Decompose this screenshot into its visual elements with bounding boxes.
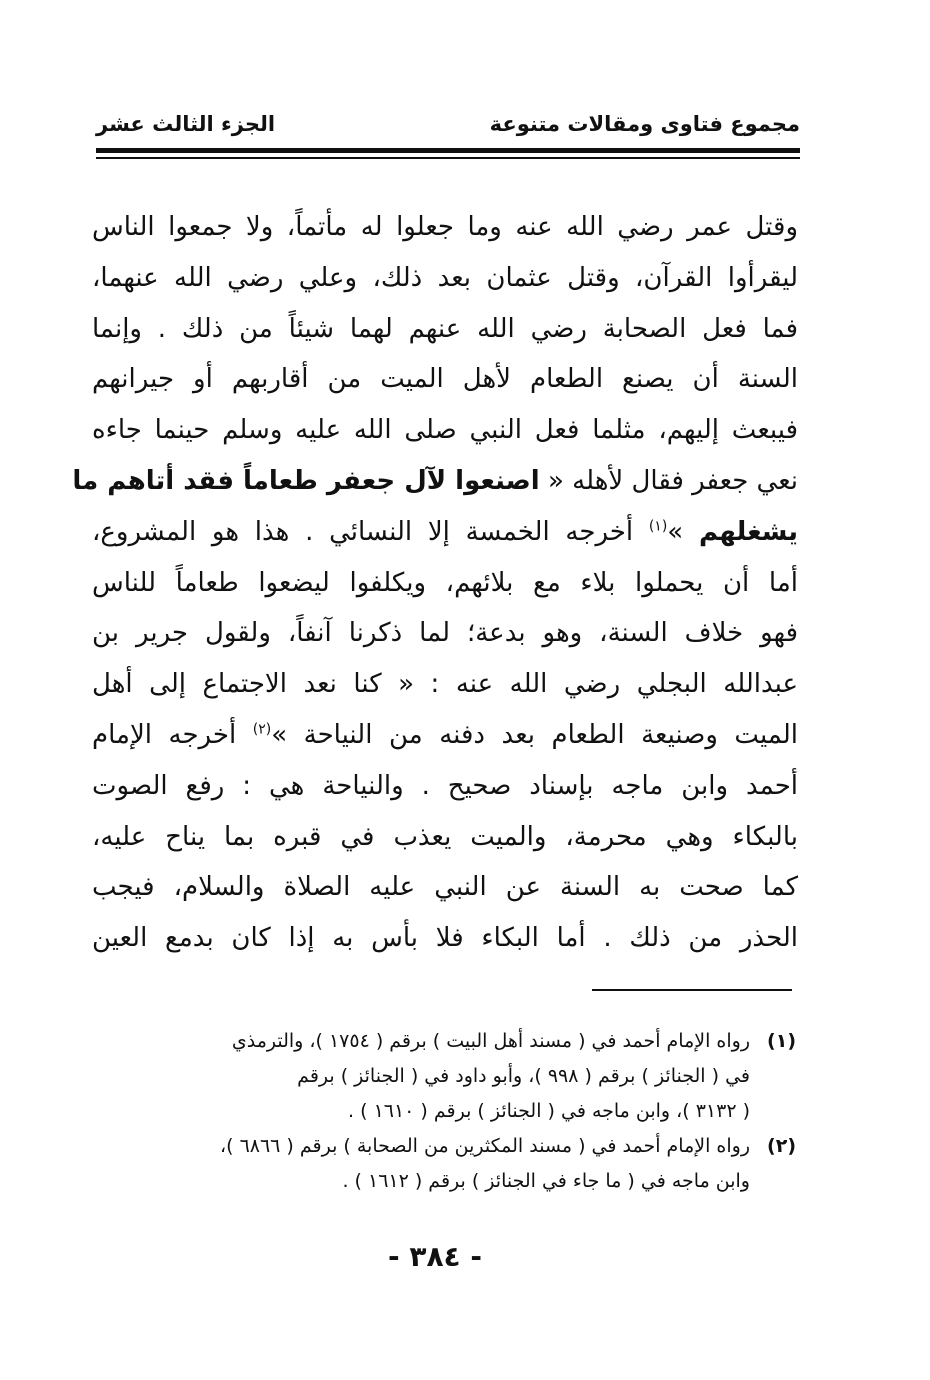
body-line: فما فعل الصحابة رضي الله عنهم لهما شيئاً من ذلك . وإنما xyxy=(92,313,798,344)
main-text xyxy=(72,202,798,964)
body-line: الحذر من ذلك . أما البكاء فلا بأس به إذا كان بدمع العين xyxy=(92,923,798,954)
body-line-hadith-start xyxy=(72,456,798,507)
header-rule-thick xyxy=(96,148,800,153)
body-line-hadith-end xyxy=(92,507,798,558)
footnote-2 xyxy=(84,1129,796,1199)
body-line-rest: أخرجه الخمسة إلا النسائي . هذا هو المشروع، xyxy=(92,516,649,547)
body-line: عبدالله البجلي رضي الله عنه : « كنا نعد الاجتماع إلى أهل xyxy=(92,669,798,700)
body-line: أحمد وابن ماجه بإسناد صحيح . والنياحة هي : رفع الصوت xyxy=(92,770,798,801)
footnote-text xyxy=(84,1129,750,1199)
body-line: بالبكاء وهي محرمة، والميت يعذب في قبره بما يناح عليه، xyxy=(92,821,798,852)
footnote-line: وابن ماجه في ( ما جاء في الجنائز ) برقم ( ١٦١٢ ) . xyxy=(342,1170,750,1192)
body-line: وقتل عمر رضي الله عنه وما جعلوا له مأتماً، ولا جمعوا الناس xyxy=(92,212,798,242)
footnote-line: رواه الإمام أحمد في ( مسند المكثرين من الصحابة ) برقم ( ٦٨٦٦ )، xyxy=(219,1135,750,1157)
hadith-quote-bold: يشغلهم xyxy=(698,516,798,547)
body-line: السنة أن يصنع الطعام لأهل الميت من أقاربهم أو جيرانهم xyxy=(92,364,798,395)
header-rule-thin xyxy=(96,157,800,159)
footnote-ref-2[interactable]: (٢) xyxy=(252,721,272,738)
body-line-plain: » xyxy=(667,516,699,547)
body-line-plain: نعي جعفر فقال لأهله « xyxy=(539,465,798,496)
body-line: ليقرأوا القرآن، وقتل عثمان بعد ذلك، وعلي رضي الله عنهما، xyxy=(92,262,798,293)
footnote-line: ( ٣١٣٢ )، وابن ماجه في ( الجنائز ) برقم ( ١٦١٠ ) . xyxy=(348,1100,750,1122)
body-line-rest: أخرجه الإمام xyxy=(92,719,253,750)
footnote-ref-1[interactable]: (١) xyxy=(648,518,668,535)
running-header-book-title: مجموع فتاوى ومقالات متنوعة xyxy=(489,112,800,136)
body-line-with-footnote xyxy=(92,710,798,761)
footnote-line: في ( الجنائز ) برقم ( ٩٩٨ )، وأبو داود في ( الجنائز ) برقم xyxy=(297,1065,750,1087)
body-line: أما أن يحملوا بلاء مع بلائهم، ويكلفوا ليضعوا طعاماً للناس xyxy=(92,567,798,598)
footnote-text xyxy=(84,1024,750,1129)
hadith-quote-bold: اصنعوا لآل جعفر طعاماً فقد أتاهم ما xyxy=(72,465,540,496)
footnote-line: رواه الإمام أحمد في ( مسند أهل البيت ) برقم ( ١٧٥٤ )، والترمذي xyxy=(231,1030,750,1052)
body-line: فهو خلاف السنة، وهو بدعة؛ لما ذكرنا آنفاً، ولقول جرير بن xyxy=(92,618,798,649)
footnote-number: (١) xyxy=(767,1030,796,1052)
body-line: فيبعث إليهم، مثلما فعل النبي صلى الله عليه وسلم حينما جاءه xyxy=(92,415,798,446)
body-line: كما صحت به السنة عن النبي عليه الصلاة والسلام، فيجب xyxy=(92,872,798,903)
footnotes xyxy=(84,1024,796,1199)
running-header-volume: الجزء الثالث عشر xyxy=(96,112,276,136)
footnote-separator xyxy=(592,989,792,991)
footnote-number: (٢) xyxy=(767,1135,796,1157)
footnote-1 xyxy=(84,1024,796,1129)
page-number: - ٣٨٤ - xyxy=(387,1240,483,1273)
body-line-plain: الميت وصنيعة الطعام بعد دفنه من النياحة » xyxy=(271,719,798,750)
